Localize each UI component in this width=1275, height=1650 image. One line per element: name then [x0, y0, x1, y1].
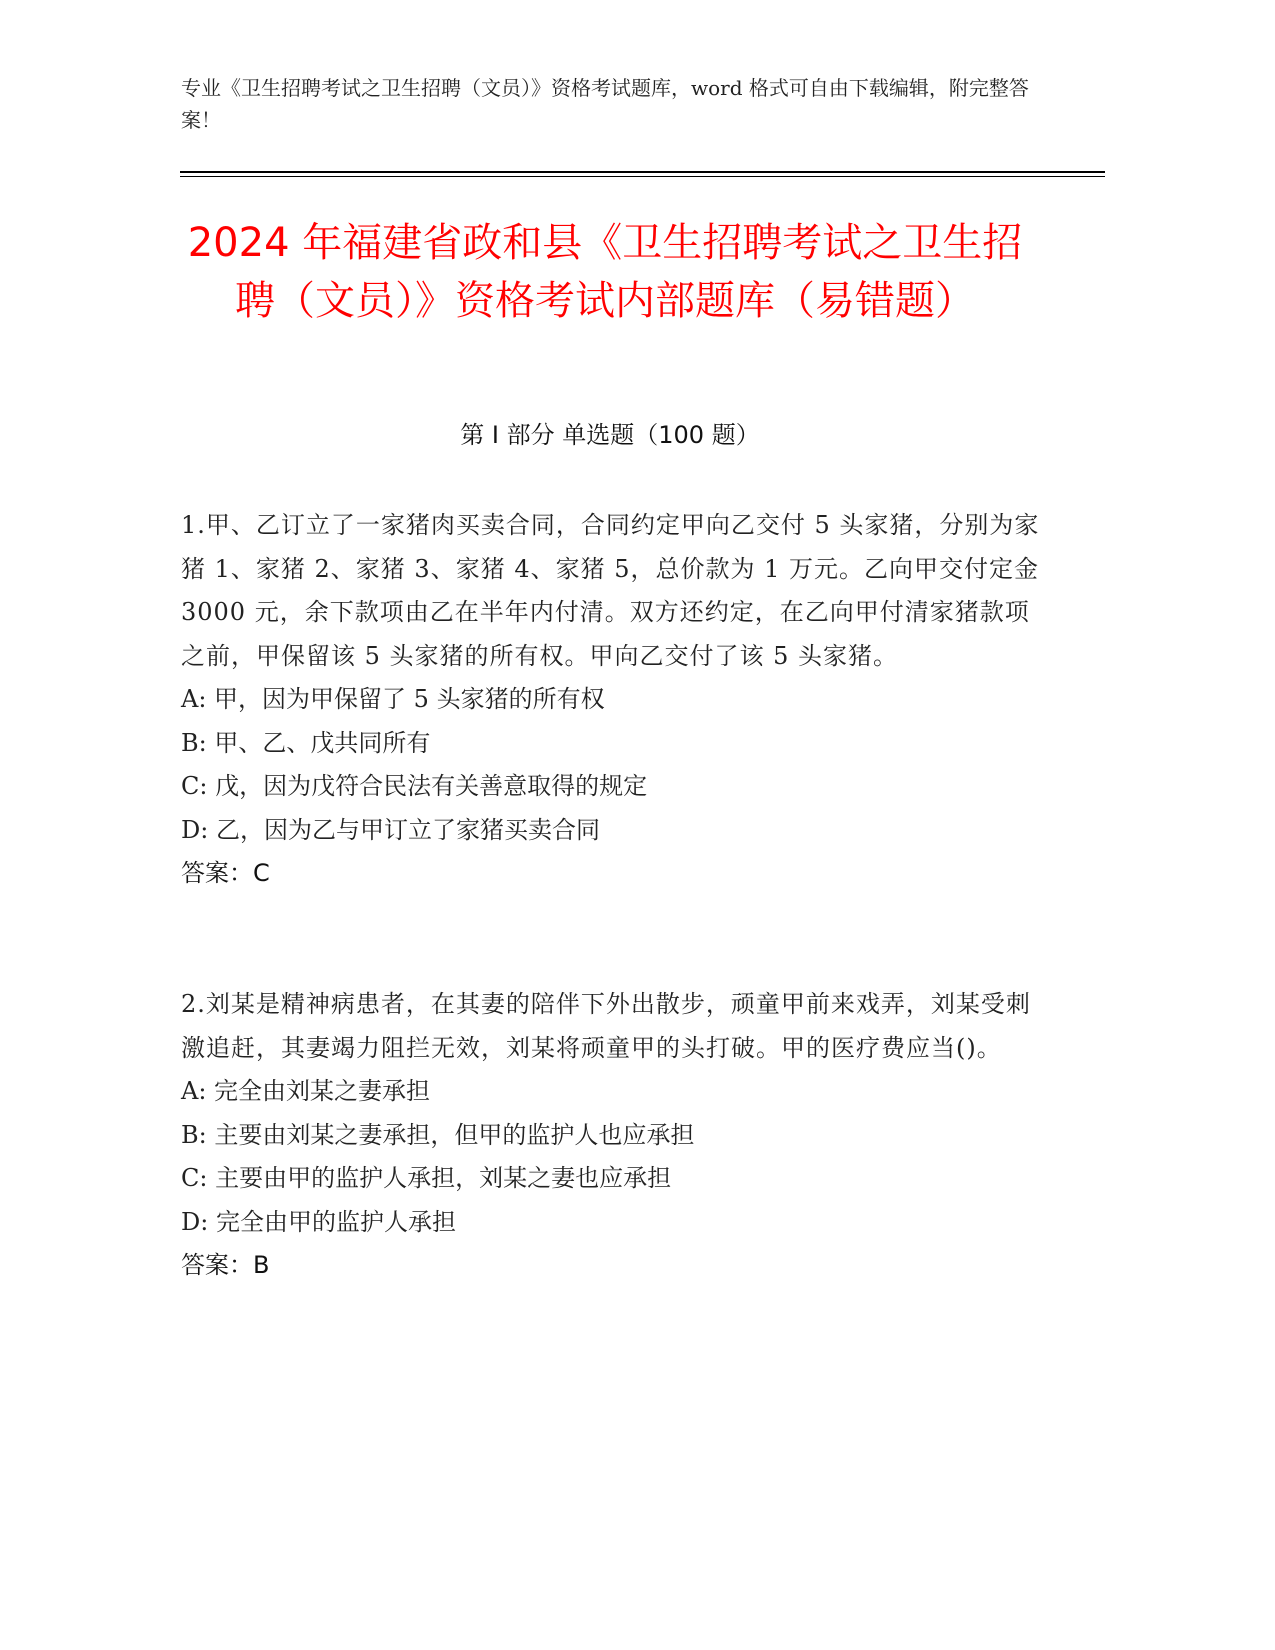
- option-c: C: 戊，因为戊符合民法有关善意取得的规定: [181, 772, 648, 800]
- document-title: 2024 年福建省政和县《卫生招聘考试之卫生招聘（文员）》资格考试内部题库（易错题）: [187, 220, 1023, 324]
- header-rule-thin: [180, 176, 1105, 177]
- option-a: A: 完全由刘某之妻承担: [181, 1077, 431, 1105]
- option-d: D: 乙，因为乙与甲订立了家猪买卖合同: [181, 815, 600, 844]
- answer: 答案：B: [181, 1251, 270, 1279]
- section-heading: 第 I 部分 单选题（100 题）: [460, 421, 760, 449]
- option-a: A: 甲，因为甲保留了 5 头家猪的所有权: [181, 685, 605, 713]
- question-stem: 1.甲、乙订立了一家猪肉买卖合同，合同约定甲向乙交付 5 头家猪，分别为家猪 1、家猪 2、家猪 3、家猪 4、家猪 5，总价款为 1 万元。乙向甲交付定金 3000 元，余下款项由乙在半年内付清。双方还约定，在乙向甲付清家猪款项之前，甲保留该 5 头家猪的所有权。甲向乙交付了该 5 头家猪。: [181, 511, 1040, 670]
- option-b: B: 甲、乙、戊共同所有: [181, 728, 431, 757]
- header-rule-thick: [180, 171, 1105, 173]
- option-b: B: 主要由刘某之妻承担，但甲的监护人也应承担: [181, 1120, 695, 1149]
- question-1: [181, 504, 1041, 896]
- option-c: C: 主要由甲的监护人承担，刘某之妻也应承担: [181, 1164, 672, 1192]
- question-stem: 2.刘某是精神病患者，在其妻的陪伴下外出散步，顽童甲前来戏弄，刘某受刺激追赶，其妻竭力阻拦无效，刘某将顽童甲的头打破。甲的医疗费应当()。: [181, 990, 1031, 1062]
- answer: 答案：C: [181, 859, 270, 887]
- question-2: [181, 983, 1041, 1288]
- header-note: 专业《卫生招聘考试之卫生招聘（文员）》资格考试题库，word 格式可自由下载编辑，附完整答案！: [181, 76, 1029, 132]
- option-d: D: 完全由甲的监护人承担: [181, 1207, 456, 1236]
